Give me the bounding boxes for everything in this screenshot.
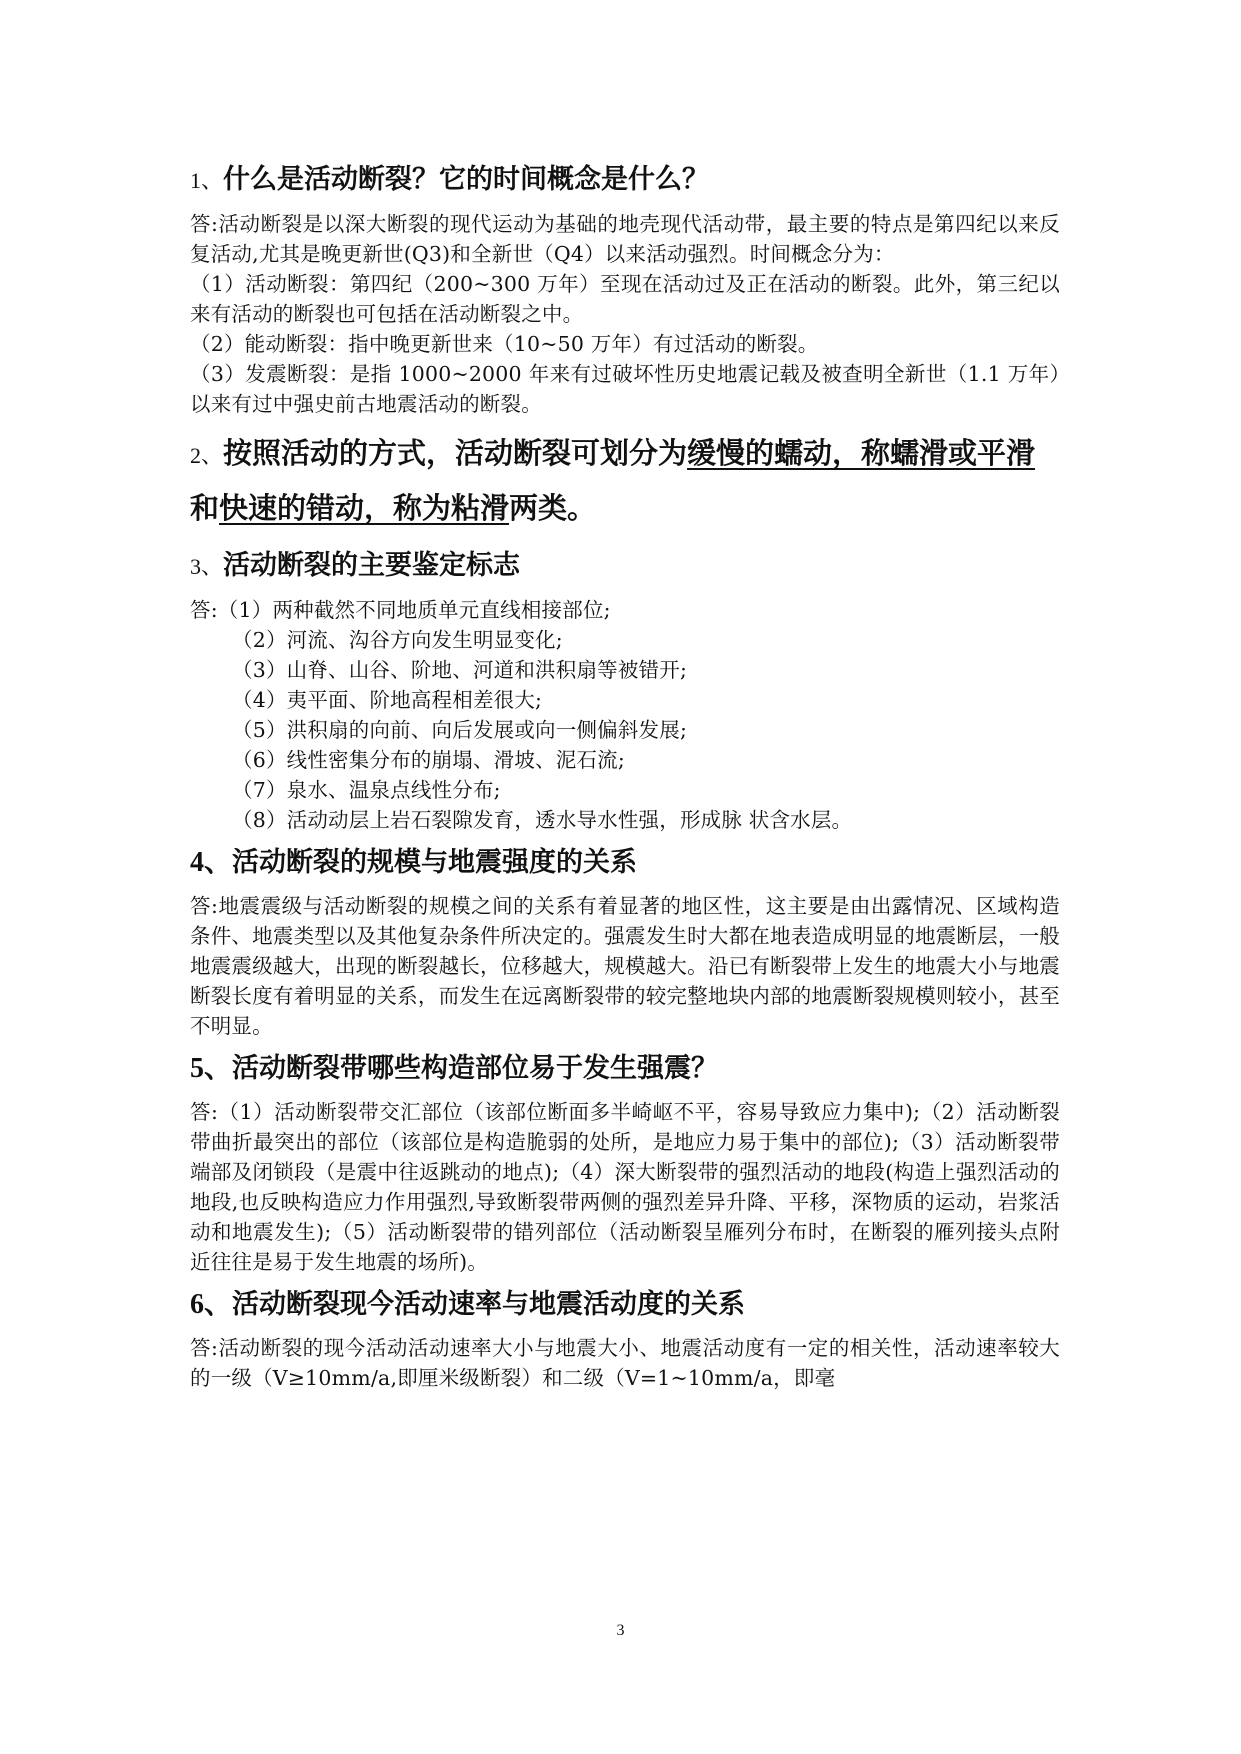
page-content [190, 160, 1060, 1393]
question-6-heading [190, 1285, 1060, 1325]
question-2-underlined-answer-1: 缓慢的蠕动，称蠕滑或平滑 [687, 436, 1036, 470]
question-2-underlined-answer-2: 快速的错动，称为粘滑 [219, 491, 510, 525]
question-6-answer: 答:活动断裂的现今活动活动速率大小与地震大小、地震活动度有一定的相关性，活动速率较大的一级（V≥10mm/a,即厘米级断裂）和二级（V=1~10mm/a，即毫 [190, 1336, 1060, 1390]
question-1-answer: 答:活动断裂是以深大断裂的现代运动为基础的地壳现代活动带，最主要的特点是第四纪以来反复活动,尤其是晚更新世(Q3)和全新世（Q4）以来活动强烈。时间概念分为： [190, 212, 1060, 266]
question-6-title: 活动断裂现今活动速率与地震活动度的关系 [232, 1289, 746, 1320]
question-1-number: 1、 [190, 168, 224, 193]
question-3-item-6: （6）线性密集分布的崩塌、滑坡、泥石流; [232, 748, 625, 772]
question-1-item-3: （3）发震断裂：是指 1000~2000 年来有过破坏性历史地震记载及被查明全新世（1.1 万年）以来有过中强史前古地震活动的断裂。 [190, 362, 1060, 416]
question-2-text-part1: 按照活动的方式，活动断裂可划分为 [223, 436, 688, 470]
question-4-answer: 答:地震震级与活动断裂的规模之间的关系有着显著的地区性，这主要是由出露情况、区域构造条件、地震类型以及其他复杂条件所决定的。强震发生时大都在地表造成明显的地震断层，一般地震震级越大，出现的断裂越长，位移越大，规模越大。沿已有断裂带上发生的地震大小与地震断裂长度有着明显的关系，而发生在远离断裂带的较完整地块内部的地震断裂规模则较小，甚至不明显。 [190, 894, 1060, 1038]
question-1-item-2: （2）能动断裂：指中晚更新世来（10~50 万年）有过活动的断裂。 [190, 332, 819, 356]
question-3-title: 活动断裂的主要鉴定标志 [223, 550, 521, 581]
page-number: 3 [616, 1622, 625, 1639]
question-5-answer: 答:（1）活动断裂带交汇部位（该部位断面多半崎岖不平，容易导致应力集中);（2）活动断裂带曲折最突出的部位（该部位是构造脆弱的处所，是地应力易于集中的部位);（3）活动断裂带端部及闭锁段（是震中往返跳动的地点);（4）深大断裂带的强烈活动的地段(构造上强烈活动的地段,也反映构造应力作用强烈,导致断裂带两侧的强烈差异升降、平移，深物质的运动，岩浆活动和地震发生);（5）活动断裂带的错列部位（活动断裂呈雁列分布时，在断裂的雁列接头点附近往往是易于发生地震的场所)。 [190, 1100, 1060, 1274]
question-6-number: 6、 [190, 1289, 233, 1320]
question-4-number: 4、 [190, 847, 233, 878]
question-2-text-part3: 两类。 [509, 491, 597, 525]
question-2-number: 2、 [190, 443, 224, 468]
question-5-number: 5、 [190, 1053, 233, 1084]
question-3-item-5: （5）洪积扇的向前、向后发展或向一侧偏斜发展; [232, 718, 688, 742]
question-1-heading [190, 160, 1060, 201]
question-5-heading [190, 1049, 1060, 1089]
question-3-heading [190, 546, 1060, 587]
question-3-item-7: （7）泉水、温泉点线性分布; [232, 778, 501, 802]
question-3-answer-first: 答:（1）两种截然不同地质单元直线相接部位; [190, 598, 611, 622]
question-4-title: 活动断裂的规模与地震强度的关系 [232, 847, 638, 878]
question-3-item-3: （3）山脊、山谷、阶地、河道和洪积扇等被错开; [232, 658, 688, 682]
question-3-item-2: （2）河流、沟谷方向发生明显变化; [232, 628, 563, 652]
question-5-title: 活动断裂带哪些构造部位易于发生强震？ [232, 1053, 719, 1084]
question-3-number: 3、 [190, 554, 224, 579]
question-1-title: 什么是活动断裂？它的时间概念是什么？ [223, 164, 710, 195]
question-2-heading [190, 427, 1060, 534]
question-1-item-1: （1）活动断裂：第四纪（200~300 万年）至现在活动过及正在活动的断裂。此外，第三纪以来有活动的断裂也可包括在活动断裂之中。 [190, 272, 1060, 326]
question-3-item-4: （4）夷平面、阶地高程相差很大; [232, 688, 543, 712]
question-4-heading [190, 843, 1060, 883]
question-3-item-8: （8）活动动层上岩石裂隙发育，透水导水性强，形成脉 状含水层。 [232, 808, 853, 832]
question-2-text-part2: 和 [190, 491, 220, 525]
